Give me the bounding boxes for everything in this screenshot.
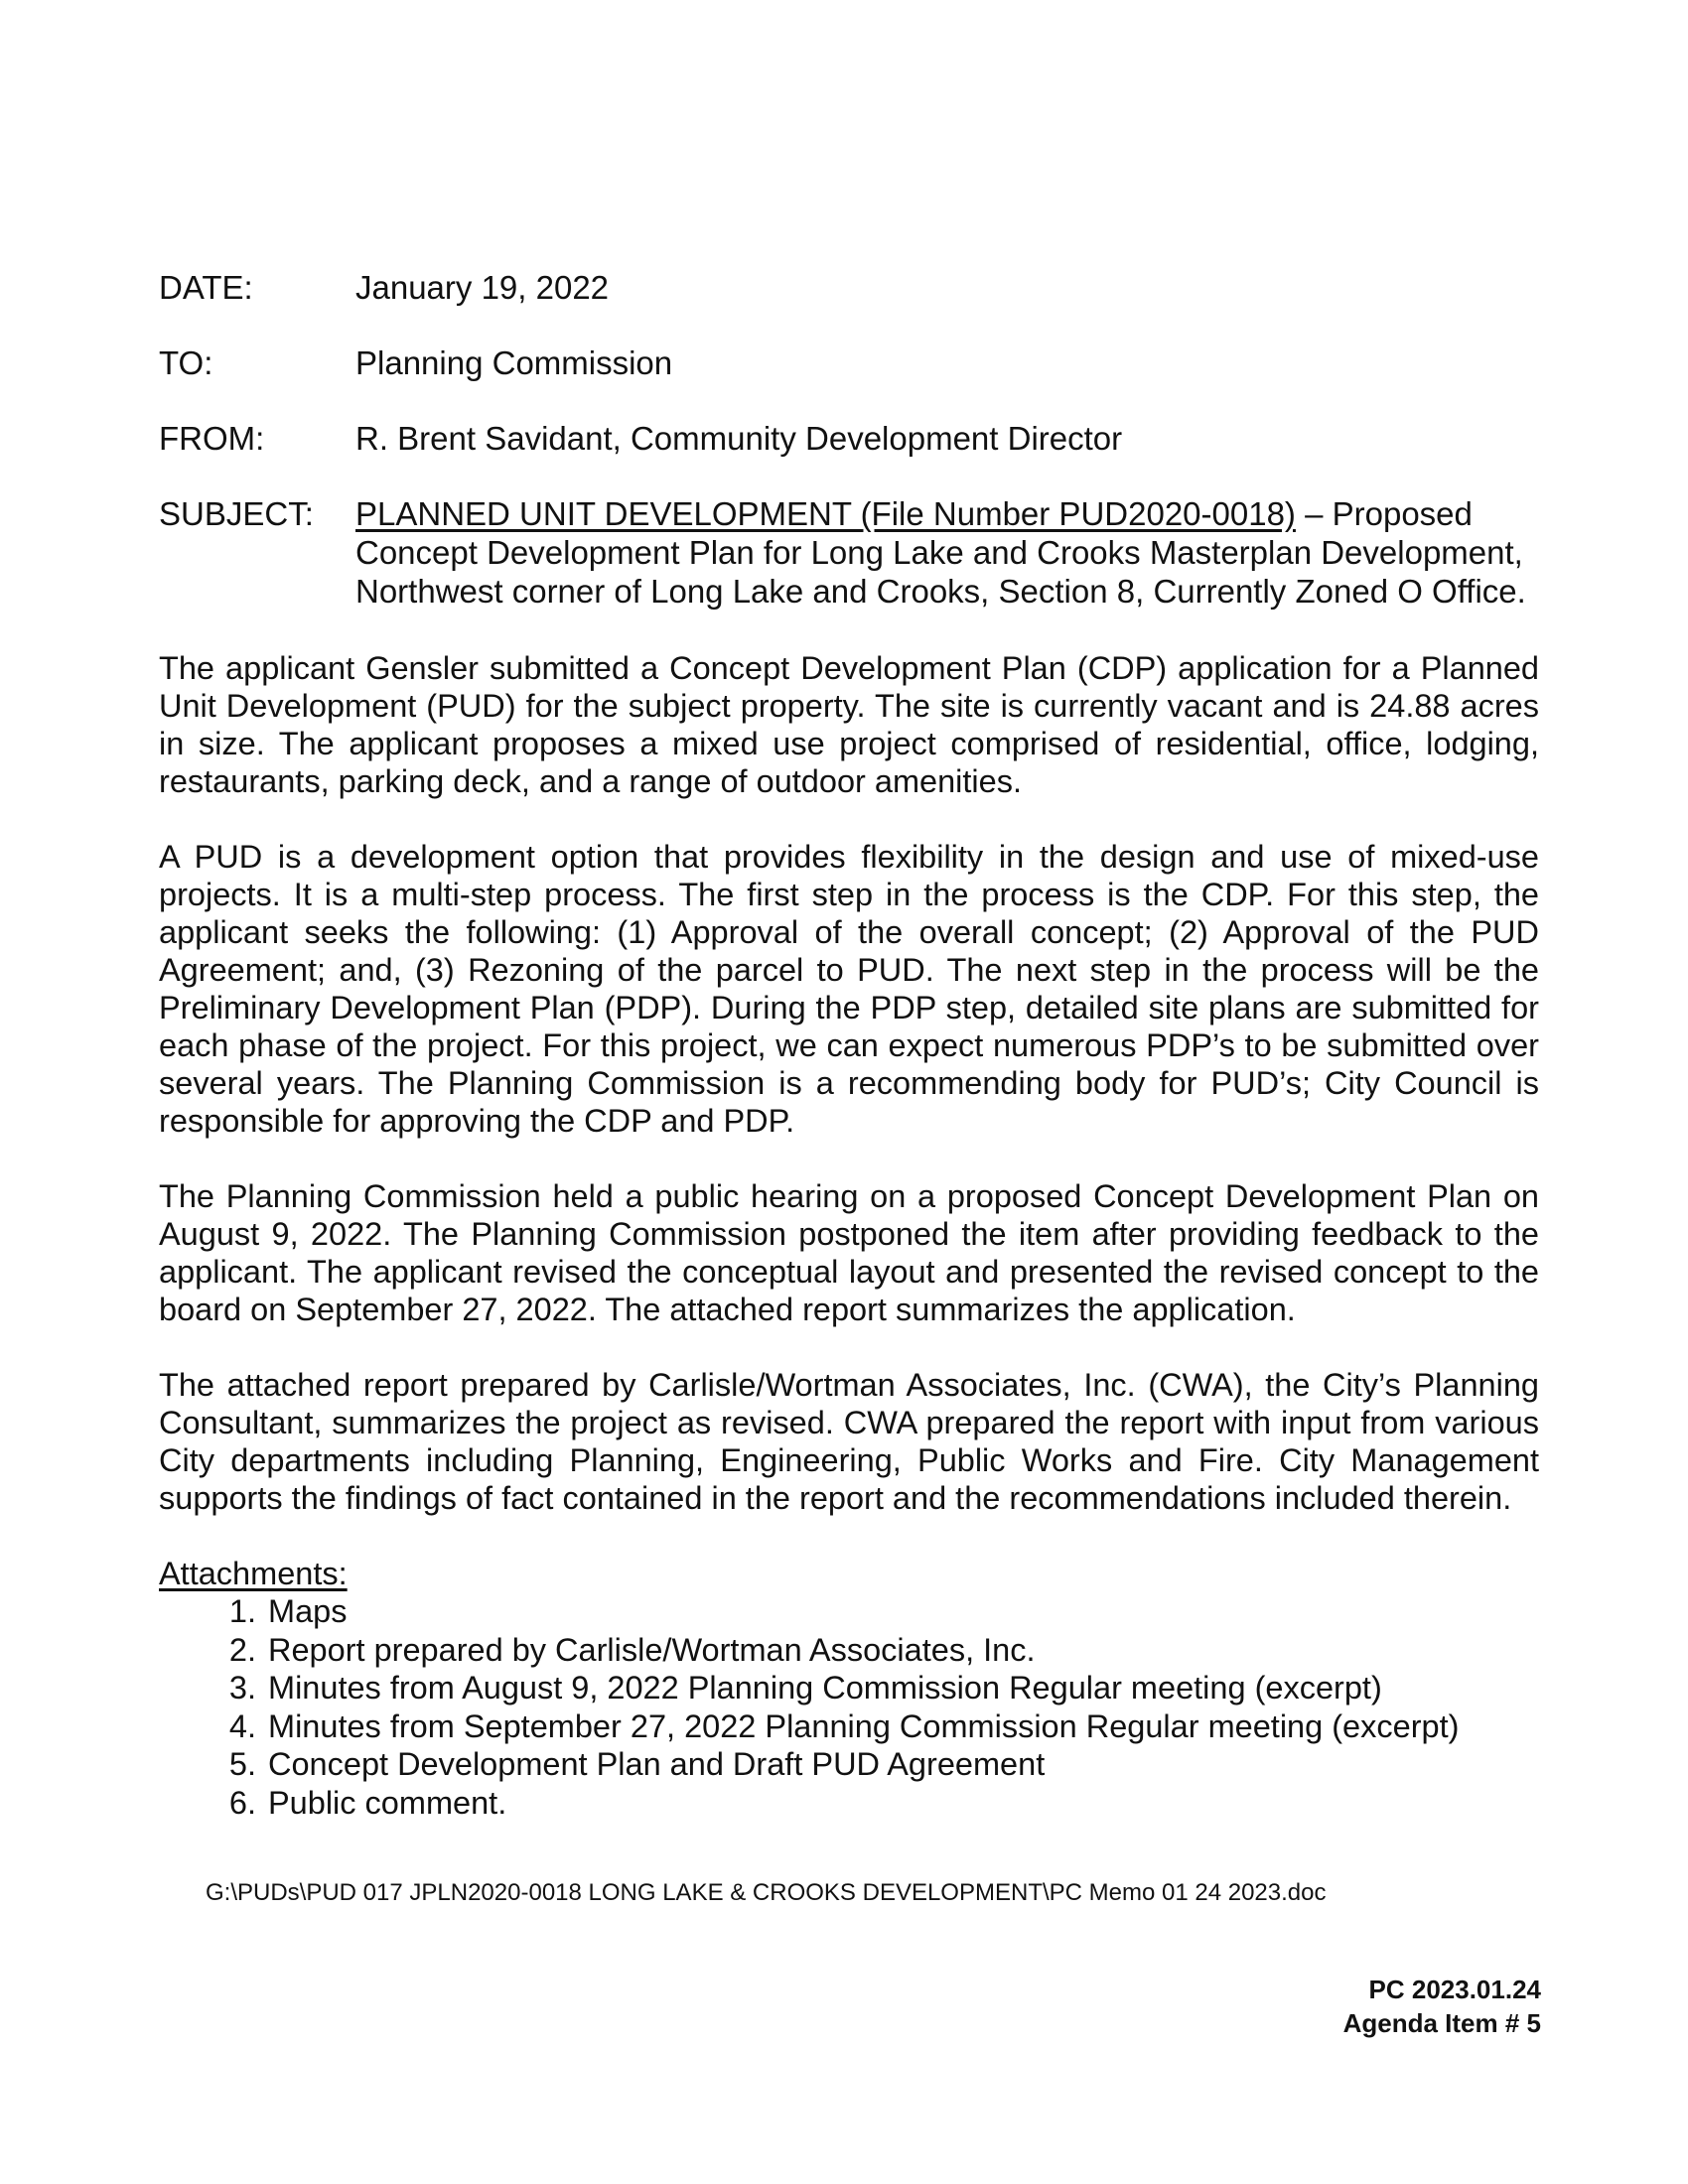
list-item-text: Report prepared by Carlisle/Wortman Associates, Inc.	[268, 1631, 1036, 1668]
subject-value	[355, 494, 1539, 611]
list-item-number: 2.	[228, 1631, 256, 1668]
to-value: Planning Commission	[355, 344, 673, 381]
list-item-text: Public comment.	[268, 1784, 507, 1821]
date-row	[159, 268, 1539, 307]
list-item	[159, 1669, 1539, 1707]
list-item-text: Minutes from September 27, 2022 Planning Commission Regular meeting (excerpt)	[268, 1707, 1460, 1744]
list-item-number: 3.	[228, 1670, 256, 1706]
from-label: FROM:	[159, 420, 265, 457]
paragraph-public-hearing: The Planning Commission held a public hearing on a proposed Concept Development Plan on August 9, 2022. The Planning Commission postponed the item after providing feedback to the applicant. The applicant revised the conceptual layout and presented the revised concept to the board on September 27, 2022. The attached report summarizes the application.	[159, 1178, 1539, 1327]
to-row	[159, 343, 1539, 382]
date-label: DATE:	[159, 269, 253, 306]
file-path: G:\PUDs\PUD 017 JPLN2020-0018 LONG LAKE & CROOKS DEVELOPMENT\PC Memo 01 24 2023.doc	[206, 1879, 1327, 1906]
subject-label: SUBJECT:	[159, 495, 314, 532]
attachments-heading: Attachments:	[159, 1556, 348, 1591]
paragraph-cwa-report: The attached report prepared by Carlisle/Wortman Associates, Inc. (CWA), the City’s Planning Consultant, summarizes the project as revised. CWA prepared the report with input from various City departments including Planning, Engineering, Public Works and Fire. City Management supports the findings of fact contained in the report and the recommendations included therein.	[159, 1367, 1539, 1516]
from-row	[159, 419, 1539, 458]
agenda-footer	[1343, 1973, 1541, 2040]
meeting-code: PC 2023.01.24	[1368, 1975, 1541, 2004]
list-item	[159, 1631, 1539, 1670]
list-item-number: 5.	[228, 1746, 256, 1782]
subject-description: – Proposed Concept Development Plan for Long Lake and Crooks Masterplan Development, Northwest corner of Long Lake and Crooks, Section 8, Currently Zoned O Office.	[355, 495, 1526, 610]
from-value: R. Brent Savidant, Community Development Director	[355, 420, 1123, 457]
list-item-text: Maps	[268, 1593, 348, 1629]
attachments-list	[159, 1592, 1539, 1822]
date-value: January 19, 2022	[355, 269, 610, 306]
list-item-number: 6.	[228, 1784, 256, 1821]
memo-header	[159, 268, 1539, 647]
list-item-text: Concept Development Plan and Draft PUD Agreement	[268, 1746, 1046, 1782]
subject-title: PLANNED UNIT DEVELOPMENT (File Number PUD2020-0018)	[355, 495, 1296, 532]
list-item	[159, 1784, 1539, 1823]
list-item-number: 4.	[228, 1707, 256, 1744]
agenda-item-number: Agenda Item # 5	[1342, 2008, 1541, 2038]
list-item-text: Minutes from August 9, 2022 Planning Commission Regular meeting (excerpt)	[268, 1670, 1382, 1706]
list-item-number: 1.	[228, 1593, 256, 1629]
to-label: TO:	[159, 344, 213, 381]
subject-row	[159, 494, 1539, 611]
list-item	[159, 1707, 1539, 1746]
list-item	[159, 1592, 1539, 1631]
paragraph-pud-process: A PUD is a development option that provides flexibility in the design and use of mixed-use projects. It is a multi-step process. The first step in the process is the CDP. For this step, the applicant seeks the following: (1) Approval of the overall concept; (2) Approval of the PUD Agreement; and, (3) Rezoning of the parcel to PUD. The next step in the process will be the Preliminary Development Plan (PDP). During the PDP step, detailed site plans are submitted for each phase of the project. For this project, we can expect numerous PDP’s to be submitted over several years. The Planning Commission is a recommending body for PUD’s; City Council is responsible for approving the CDP and PDP.	[159, 839, 1539, 1139]
list-item	[159, 1745, 1539, 1784]
paragraph-application: The applicant Gensler submitted a Concept Development Plan (CDP) application for a Planned Unit Development (PUD) for the subject property. The site is currently vacant and is 24.88 acres in size. The applicant proposes a mixed use project comprised of residential, office, lodging, restaurants, parking deck, and a range of outdoor amenities.	[159, 650, 1539, 799]
memo-body	[159, 649, 1539, 1822]
